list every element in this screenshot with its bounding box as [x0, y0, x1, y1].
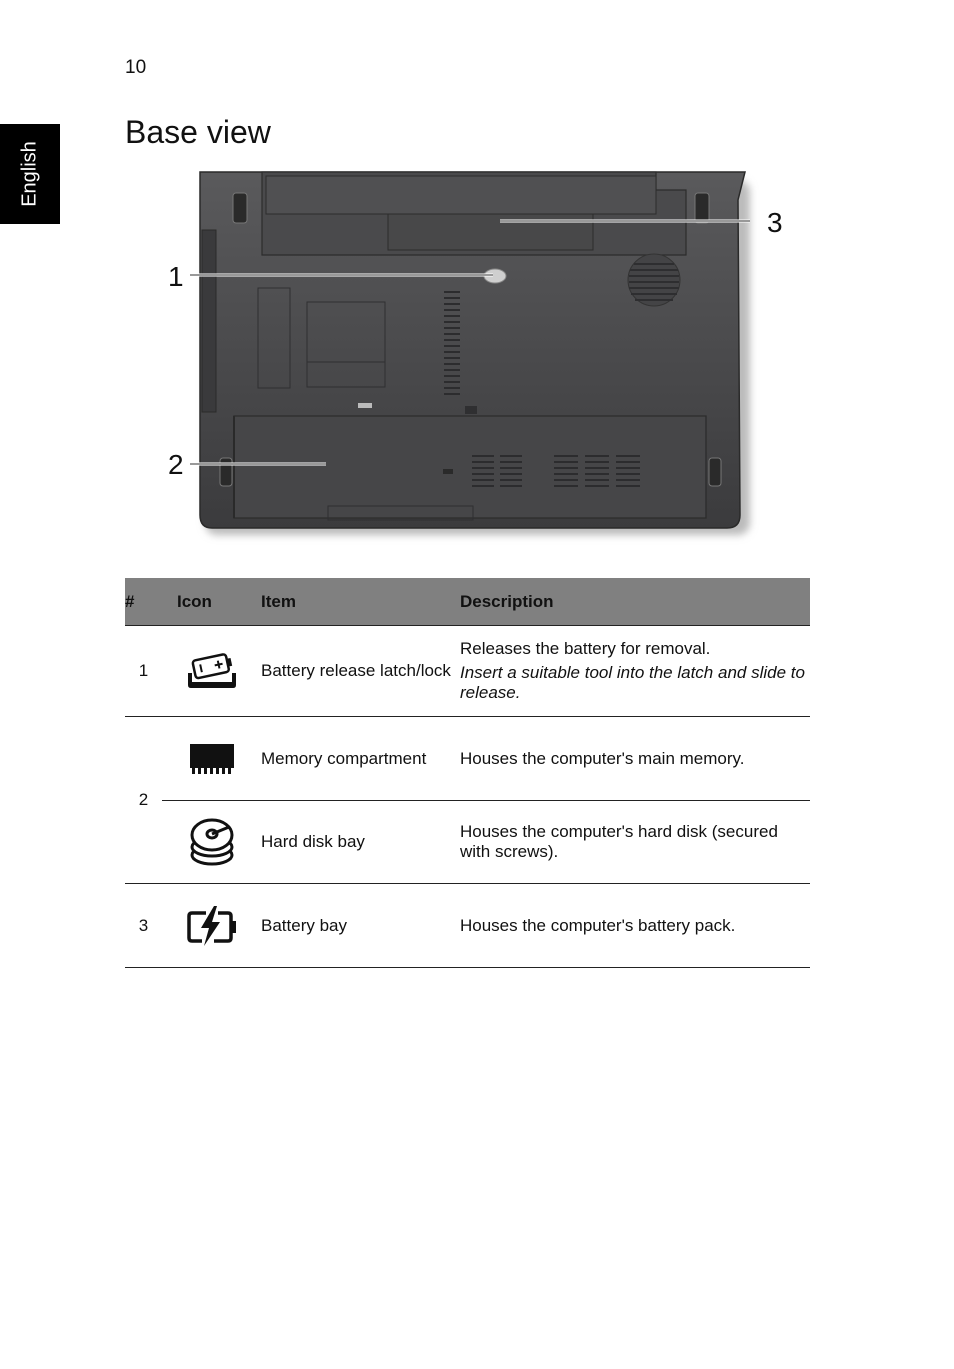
table-row	[125, 884, 810, 968]
header-item: Item	[261, 578, 460, 626]
item-note: Insert a suitable tool into the latch and slide to release.	[460, 663, 805, 702]
header-icon: Icon	[162, 578, 261, 626]
laptop-base-diagram	[150, 160, 800, 545]
item-description: Houses the computer's main memory.	[460, 748, 745, 768]
laptop-base-illustration	[150, 160, 800, 545]
row-number: 1	[125, 626, 162, 717]
table-row	[125, 626, 810, 717]
callout-2: 2	[168, 449, 184, 480]
callout-3: 3	[767, 207, 783, 238]
item-name: Battery release latch/lock	[261, 661, 451, 680]
row-number: 3	[125, 884, 162, 968]
table-header-row	[125, 578, 810, 626]
header-description: Description	[460, 578, 810, 626]
header-number: #	[125, 578, 162, 626]
item-name: Hard disk bay	[261, 832, 365, 851]
hard-disk-icon	[162, 817, 261, 867]
item-description: Houses the computer's hard disk (secured with screws).	[460, 822, 778, 861]
page-title: Base view	[125, 114, 271, 150]
item-name: Memory compartment	[261, 748, 427, 768]
base-view-parts-table	[125, 578, 810, 968]
row-number: 2	[125, 717, 162, 884]
language-tab-label: English	[18, 141, 41, 207]
item-description: Releases the battery for removal.	[460, 639, 711, 658]
page-number: 10	[125, 57, 147, 78]
memory-icon	[162, 742, 261, 776]
item-name: Battery bay	[261, 915, 347, 935]
table-row	[125, 801, 810, 884]
table-row	[125, 717, 810, 801]
callout-1: 1	[168, 261, 184, 292]
battery-bay-icon	[162, 905, 261, 947]
item-description: Houses the computer's battery pack.	[460, 915, 736, 935]
battery-release-latch-icon	[162, 651, 261, 691]
language-tab	[0, 124, 60, 224]
